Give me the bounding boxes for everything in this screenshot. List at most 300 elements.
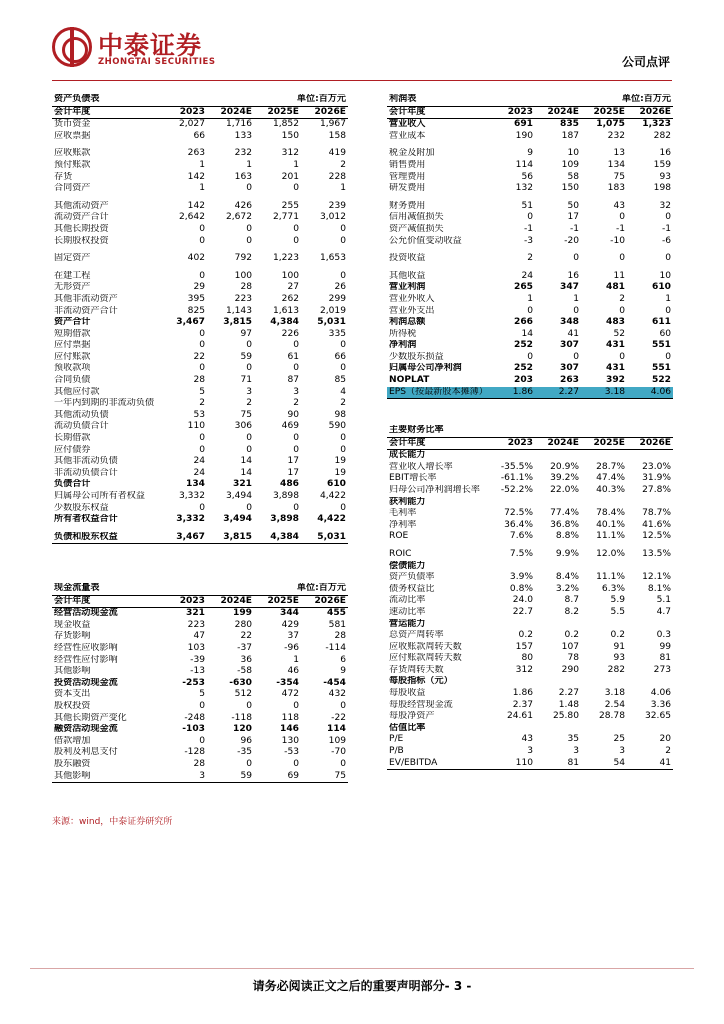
section-row bbox=[387, 561, 673, 573]
row-value: 50 bbox=[567, 200, 580, 211]
row-label: 经营性应收影响 bbox=[54, 642, 118, 653]
table-row bbox=[52, 759, 348, 771]
table-row bbox=[387, 595, 673, 607]
row-value: 150 bbox=[561, 183, 580, 194]
row-value: 792 bbox=[234, 253, 253, 264]
table-row bbox=[52, 747, 348, 759]
row-label: 少数股东权益 bbox=[54, 502, 109, 513]
row-value: 3,494 bbox=[225, 491, 253, 501]
table-row bbox=[52, 131, 348, 143]
row-value: 12.1% bbox=[642, 572, 672, 583]
row-value: 348 bbox=[560, 317, 580, 328]
row-value: 2 bbox=[293, 398, 300, 409]
row-value: -253 bbox=[182, 677, 206, 688]
row-value: 130 bbox=[281, 735, 300, 746]
row-value: 252 bbox=[514, 340, 534, 351]
row-label: 存货影响 bbox=[54, 631, 91, 642]
row-value: -630 bbox=[229, 677, 253, 688]
table-row bbox=[52, 468, 348, 480]
year-header-row bbox=[387, 437, 673, 450]
row-value: 36 bbox=[240, 654, 253, 665]
row-value: 0 bbox=[340, 700, 347, 711]
row-label: 归属母公司净利润 bbox=[389, 363, 462, 374]
table-row bbox=[52, 631, 348, 643]
income-statement-table bbox=[387, 94, 673, 399]
row-value: 12.0% bbox=[596, 548, 626, 559]
row-value: 3,494 bbox=[223, 514, 253, 525]
table-row bbox=[52, 655, 348, 667]
row-value: 4.06 bbox=[627, 387, 673, 399]
row-value: 432 bbox=[328, 689, 347, 700]
row-value: 11 bbox=[613, 270, 626, 281]
row-label: 营业收入 bbox=[389, 119, 426, 130]
row-value: 78.7% bbox=[642, 508, 672, 519]
row-value: 159 bbox=[653, 159, 672, 170]
row-value: 54 bbox=[581, 758, 627, 770]
row-value: 0 bbox=[527, 212, 534, 223]
row-value: 7.5% bbox=[509, 548, 534, 559]
row-value: 0 bbox=[527, 351, 534, 362]
table-row bbox=[52, 689, 348, 701]
row-label: 流动负债合计 bbox=[54, 421, 109, 432]
row-value: 2,672 bbox=[225, 212, 253, 223]
row-label: 货币资金 bbox=[54, 119, 91, 130]
row-value: 0 bbox=[246, 235, 253, 246]
row-value: -52.2% bbox=[500, 484, 534, 495]
row-value: 11.1% bbox=[596, 572, 626, 583]
table-row bbox=[387, 549, 673, 561]
row-value: 20.9% bbox=[550, 461, 580, 472]
row-value: 28.78 bbox=[598, 711, 626, 722]
row-value: 109 bbox=[328, 735, 347, 746]
row-value: 5,031 bbox=[301, 532, 348, 544]
row-value: 431 bbox=[606, 363, 626, 374]
table-row bbox=[52, 340, 348, 352]
row-label: 负债合计 bbox=[54, 479, 91, 490]
row-value: 0 bbox=[340, 340, 347, 351]
row-value: -35.5% bbox=[500, 461, 534, 472]
row-value: 85 bbox=[334, 375, 347, 386]
row-label: 营业外支出 bbox=[389, 305, 435, 316]
row-value: 134 bbox=[186, 479, 206, 490]
row-value: 109 bbox=[561, 159, 580, 170]
row-value: 32.65 bbox=[644, 711, 672, 722]
row-label: 每股收益 bbox=[389, 688, 426, 699]
row-value: 483 bbox=[606, 317, 626, 328]
section-label: 成长能力 bbox=[389, 450, 426, 461]
table-row bbox=[387, 711, 673, 723]
table-title-row bbox=[387, 425, 673, 437]
row-label: 短期借款 bbox=[54, 328, 91, 339]
row-value: 0 bbox=[246, 183, 253, 194]
table-row bbox=[52, 201, 348, 213]
year-header: 2023 bbox=[489, 437, 535, 450]
row-label: 归属母公司所有者权益 bbox=[54, 491, 145, 501]
row-value: 455 bbox=[327, 608, 347, 619]
table-row bbox=[52, 375, 348, 387]
row-value: 4,422 bbox=[319, 491, 347, 501]
row-label: 借款增加 bbox=[54, 735, 91, 746]
row-value: 4.7 bbox=[656, 606, 672, 617]
row-value: 0 bbox=[199, 223, 206, 234]
row-value: 120 bbox=[233, 724, 253, 735]
table-row bbox=[52, 514, 348, 526]
row-value: 3,467 bbox=[176, 317, 206, 328]
year-header: 2024E bbox=[535, 106, 581, 119]
row-value: 431 bbox=[606, 340, 626, 351]
row-value: 3 bbox=[527, 746, 534, 757]
row-value: 1 bbox=[665, 293, 672, 304]
section-row bbox=[387, 619, 673, 631]
row-label: 总资产周转率 bbox=[389, 630, 444, 641]
row-label: 长期借款 bbox=[54, 433, 91, 444]
table-title-row bbox=[52, 583, 348, 595]
row-value: 9 bbox=[340, 666, 347, 677]
table-row bbox=[387, 352, 673, 364]
row-value: 226 bbox=[281, 328, 300, 339]
table-row bbox=[387, 700, 673, 712]
row-value: 0 bbox=[527, 305, 534, 316]
row-label: 其他影响 bbox=[54, 666, 91, 677]
row-label: 流动比率 bbox=[389, 595, 426, 606]
row-value: 280 bbox=[234, 619, 253, 630]
row-value: 282 bbox=[607, 664, 626, 675]
row-value: 19 bbox=[334, 456, 347, 467]
table-row bbox=[387, 271, 673, 283]
row-value: 53 bbox=[193, 409, 206, 420]
row-label: 所有者权益合计 bbox=[54, 514, 118, 525]
table-row bbox=[52, 317, 348, 329]
row-label: 股利及利息支付 bbox=[54, 747, 118, 758]
table-row bbox=[52, 771, 348, 783]
row-value: 29 bbox=[193, 282, 206, 293]
row-value: 22 bbox=[193, 351, 206, 362]
row-value: 0 bbox=[619, 212, 626, 223]
table-row bbox=[52, 363, 348, 375]
page-footer: 请务必阅读正文之后的重要声明部分- 3 - bbox=[252, 979, 472, 993]
table-row bbox=[52, 433, 348, 445]
row-label: 其他长期资产变化 bbox=[54, 712, 127, 723]
year-header: 2023 bbox=[160, 106, 207, 119]
row-value: 22.0% bbox=[550, 484, 580, 495]
row-value: 1,967 bbox=[319, 119, 347, 130]
row-value: 14 bbox=[240, 467, 253, 478]
table-title-row bbox=[52, 94, 348, 106]
row-value: 0 bbox=[293, 235, 300, 246]
row-value: 0 bbox=[246, 363, 253, 374]
row-value: 0 bbox=[573, 253, 580, 264]
row-value: 3 bbox=[573, 746, 580, 757]
row-label: 营业利润 bbox=[389, 282, 426, 293]
row-label: 其他影响 bbox=[52, 771, 160, 783]
row-label: 少数股东损益 bbox=[389, 351, 444, 362]
row-label: ROIC bbox=[389, 548, 412, 559]
row-value: 98 bbox=[334, 409, 347, 420]
row-value: 17 bbox=[287, 456, 300, 467]
row-value: 52 bbox=[613, 328, 626, 339]
table-row bbox=[387, 183, 673, 195]
row-value: 2.27 bbox=[535, 387, 581, 399]
row-value: 481 bbox=[606, 282, 626, 293]
row-label: 税金及附加 bbox=[389, 148, 435, 159]
row-value: -128 bbox=[184, 747, 206, 758]
row-value: 12.5% bbox=[642, 531, 672, 542]
row-label: 其他非流动负债 bbox=[54, 456, 118, 467]
row-value: 10 bbox=[567, 148, 580, 159]
year-header: 2026E bbox=[627, 106, 673, 119]
row-label: 债务权益比 bbox=[389, 583, 435, 594]
table-row bbox=[52, 643, 348, 655]
table-row bbox=[387, 282, 673, 294]
row-value: 239 bbox=[328, 200, 347, 211]
unit-label: 单位:百万元 bbox=[207, 94, 348, 106]
table-row bbox=[387, 584, 673, 596]
row-value: 825 bbox=[187, 305, 206, 316]
row-label: 一年内到期的非流动负债 bbox=[54, 398, 155, 409]
row-value: 61 bbox=[287, 351, 300, 362]
row-value: 3,898 bbox=[270, 514, 300, 525]
row-value: 26 bbox=[334, 282, 347, 293]
row-label: 在建工程 bbox=[54, 270, 91, 281]
row-value: 1,653 bbox=[319, 253, 347, 264]
row-value: -1 bbox=[569, 223, 580, 234]
row-value: 78 bbox=[567, 653, 580, 664]
row-value: 187 bbox=[561, 130, 580, 141]
row-value: 4 bbox=[340, 386, 347, 397]
row-label: 净利率 bbox=[389, 519, 417, 530]
row-value: 1,223 bbox=[272, 253, 300, 264]
row-value: 3.2% bbox=[555, 583, 580, 594]
row-value: -61.1% bbox=[500, 473, 534, 484]
row-value: 610 bbox=[652, 282, 672, 293]
row-value: 590 bbox=[328, 421, 347, 432]
row-value: 1 bbox=[293, 159, 300, 170]
row-value: 87 bbox=[287, 375, 300, 386]
table-row bbox=[52, 532, 348, 544]
row-value: 3,332 bbox=[176, 514, 206, 525]
row-value: 36.4% bbox=[504, 519, 534, 530]
row-label: 合同资产 bbox=[54, 183, 91, 194]
row-value: 19 bbox=[334, 467, 347, 478]
table-row bbox=[52, 479, 348, 491]
row-value: 0 bbox=[665, 305, 672, 316]
row-value: -1 bbox=[661, 223, 672, 234]
table-row bbox=[387, 758, 673, 770]
row-value: 0.2 bbox=[564, 630, 580, 641]
table-row bbox=[387, 572, 673, 584]
row-value: 0 bbox=[246, 700, 253, 711]
table-row bbox=[387, 172, 673, 184]
row-value: 0 bbox=[573, 305, 580, 316]
row-value: 17 bbox=[567, 212, 580, 223]
row-value: 486 bbox=[280, 479, 300, 490]
row-value: 0 bbox=[199, 735, 206, 746]
row-value: -20 bbox=[564, 235, 580, 246]
year-header: 2023 bbox=[160, 595, 207, 608]
row-value: 426 bbox=[234, 200, 253, 211]
table-title-row bbox=[387, 94, 673, 106]
row-label: 速动比率 bbox=[389, 606, 426, 617]
row-label: 应付账款 bbox=[54, 351, 91, 362]
section-row bbox=[387, 497, 673, 509]
row-label: ROE bbox=[389, 531, 409, 542]
row-value: 402 bbox=[187, 253, 206, 264]
row-value: -1 bbox=[523, 223, 534, 234]
table-row bbox=[52, 282, 348, 294]
section-label: 每股指标（元） bbox=[389, 676, 453, 687]
table-row bbox=[387, 317, 673, 329]
row-value: 223 bbox=[234, 293, 253, 304]
row-value: 0 bbox=[619, 351, 626, 362]
year-header: 2025E bbox=[254, 106, 301, 119]
row-value: 2.27 bbox=[558, 688, 580, 699]
row-value: 41.6% bbox=[642, 519, 672, 530]
row-value: 28.7% bbox=[596, 461, 626, 472]
table-row bbox=[52, 491, 348, 503]
row-value: 0 bbox=[246, 502, 253, 513]
row-label: 经营活动现金流 bbox=[54, 608, 118, 619]
row-value: 2.54 bbox=[604, 699, 626, 710]
row-value: 81 bbox=[659, 653, 672, 664]
row-value: 7.6% bbox=[509, 531, 534, 542]
table-row bbox=[52, 456, 348, 468]
table-row bbox=[52, 306, 348, 318]
row-value: 14 bbox=[521, 328, 534, 339]
row-value: 0 bbox=[246, 340, 253, 351]
row-value: 0 bbox=[293, 340, 300, 351]
row-label: 净利润 bbox=[389, 340, 417, 351]
row-label: 资产负债率 bbox=[389, 572, 435, 583]
row-value: -248 bbox=[184, 712, 206, 723]
row-value: 75 bbox=[613, 171, 626, 182]
logo-text-en: ZHONGTAI SECURITIES bbox=[98, 57, 216, 67]
row-value: 59 bbox=[207, 771, 254, 783]
row-value: 51 bbox=[521, 200, 534, 211]
table-row bbox=[52, 212, 348, 224]
unit-label: 单位:百万元 bbox=[207, 583, 348, 595]
row-value: 24 bbox=[521, 270, 534, 281]
row-value: 32 bbox=[659, 200, 672, 211]
row-value: 0 bbox=[665, 351, 672, 362]
table-row bbox=[52, 160, 348, 172]
row-label: EV/EBITDA bbox=[387, 758, 489, 770]
row-value: 28 bbox=[193, 758, 206, 769]
row-value: 2,771 bbox=[272, 212, 300, 223]
row-label: EBIT增长率 bbox=[389, 473, 437, 484]
row-label: 现金收益 bbox=[54, 619, 91, 630]
row-value: 2 bbox=[619, 293, 626, 304]
row-value: 232 bbox=[607, 130, 626, 141]
row-value: 22 bbox=[240, 631, 253, 642]
year-header: 2025E bbox=[581, 106, 627, 119]
table-row bbox=[387, 520, 673, 532]
table-row bbox=[387, 236, 673, 248]
table-row bbox=[387, 201, 673, 213]
row-value: 0 bbox=[619, 305, 626, 316]
row-value: 96 bbox=[240, 735, 253, 746]
row-value: 60 bbox=[659, 328, 672, 339]
row-value: 0 bbox=[293, 223, 300, 234]
row-value: -103 bbox=[182, 724, 206, 735]
row-value: 1,075 bbox=[596, 119, 626, 130]
row-value: 163 bbox=[234, 171, 253, 182]
row-label: 固定资产 bbox=[54, 253, 91, 264]
table-row bbox=[52, 294, 348, 306]
row-value: 0 bbox=[665, 212, 672, 223]
row-value: 20 bbox=[659, 734, 672, 745]
row-value: 1.48 bbox=[558, 699, 580, 710]
row-value: 6 bbox=[340, 654, 347, 665]
zhongtai-logo-icon bbox=[52, 27, 92, 67]
row-value: 2 bbox=[199, 398, 206, 409]
row-value: 56 bbox=[521, 171, 534, 182]
row-value: 4.06 bbox=[650, 688, 672, 699]
row-value: 110 bbox=[187, 421, 206, 432]
table-row bbox=[387, 253, 673, 265]
row-value: 265 bbox=[514, 282, 534, 293]
row-value: 114 bbox=[515, 159, 534, 170]
row-value: 3.18 bbox=[604, 688, 626, 699]
row-value: 5.5 bbox=[610, 606, 626, 617]
row-value: 41 bbox=[567, 328, 580, 339]
year-header: 2025E bbox=[254, 595, 301, 608]
row-value: -70 bbox=[331, 747, 347, 758]
row-value: 142 bbox=[187, 200, 206, 211]
row-value: 0 bbox=[340, 363, 347, 374]
row-value: 282 bbox=[653, 130, 672, 141]
row-label: 股权投资 bbox=[54, 700, 91, 711]
row-value: 232 bbox=[234, 148, 253, 159]
row-value: 0 bbox=[340, 433, 347, 444]
row-value: 133 bbox=[234, 130, 253, 141]
table-row bbox=[52, 421, 348, 433]
row-value: 28 bbox=[193, 375, 206, 386]
row-value: 2.37 bbox=[512, 699, 534, 710]
row-value: 59 bbox=[240, 351, 253, 362]
row-label: 应付账款周转天数 bbox=[389, 653, 462, 664]
table-row bbox=[52, 445, 348, 457]
fiscal-year-label: 会计年度 bbox=[387, 437, 489, 450]
row-value: 40.1% bbox=[596, 519, 626, 530]
row-value: 0 bbox=[199, 363, 206, 374]
row-value: 835 bbox=[560, 119, 580, 130]
row-value: 0 bbox=[293, 758, 300, 769]
balance-sheet-table bbox=[52, 94, 348, 544]
row-value: 31.9% bbox=[642, 473, 672, 484]
row-value: 40.3% bbox=[596, 484, 626, 495]
table-row bbox=[387, 340, 673, 352]
row-value: 24.0 bbox=[512, 595, 534, 606]
table-row bbox=[52, 183, 348, 195]
financial-ratios-table bbox=[387, 425, 673, 770]
section-label: 估值比率 bbox=[389, 722, 426, 733]
row-value: 13 bbox=[613, 148, 626, 159]
row-value: 0 bbox=[199, 700, 206, 711]
row-value: 3 bbox=[246, 386, 253, 397]
row-label: 应收票据 bbox=[54, 130, 91, 141]
table-row bbox=[52, 666, 348, 678]
table-row bbox=[387, 746, 673, 758]
table-row bbox=[387, 224, 673, 236]
row-value: 3,012 bbox=[319, 212, 347, 223]
table-row bbox=[387, 160, 673, 172]
row-value: 0 bbox=[293, 363, 300, 374]
row-value: 1 bbox=[573, 293, 580, 304]
row-value: 132 bbox=[515, 183, 534, 194]
table-row bbox=[52, 678, 348, 690]
table-row bbox=[387, 306, 673, 318]
table-row bbox=[387, 630, 673, 642]
